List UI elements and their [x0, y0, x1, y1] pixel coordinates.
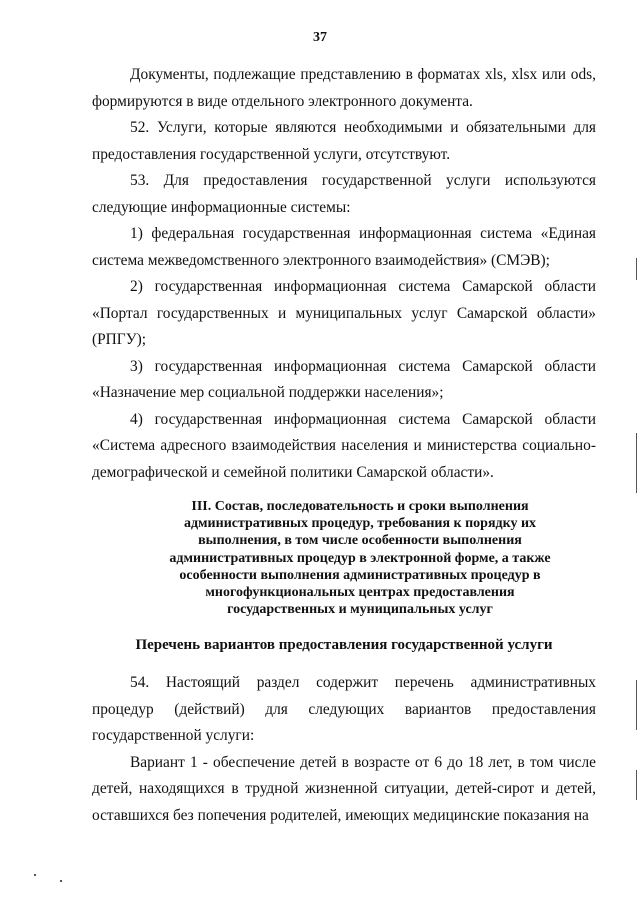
- body-text-bottom: [92, 670, 596, 829]
- scan-mark: [636, 433, 637, 493]
- scan-mark: [34, 874, 36, 876]
- paragraph: 52. Услуги, которые являются необходимыми и обязательными для предоставления государственной услуги, отсутствуют.: [92, 119, 596, 163]
- scan-mark: [60, 880, 62, 882]
- section-heading: III. Состав, последовательность и сроки выполнения административных процедур, требования к порядку их выполнения, в том числе особенности выполнения административных процедур в электронной форме, а также особенности выполнения административных процедур в многофункциональных центрах предоставления государственных и муниципальных услуг: [169, 499, 551, 618]
- paragraph: 53. Для предоставления государственной услуги используются следующие информационные системы:: [92, 172, 596, 216]
- paragraph: 2) государственная информационная система Самарской области «Портал государственных и муниципальных услуг Самарской области» (РПГУ);: [92, 278, 596, 348]
- paragraph: 54. Настоящий раздел содержит перечень административных процедур (действий) для следующих вариантов предоставления государственной услуги:: [92, 674, 596, 744]
- scan-mark: [636, 680, 637, 730]
- paragraph: Документы, подлежащие представлению в форматах xls, xlsx или ods, формируются в виде отдельного электронного документа.: [92, 66, 596, 110]
- paragraph: 4) государственная информационная система Самарской области «Система адресного взаимодействия населения и министерства социально-демографической и семейной политики Самарской области».: [92, 410, 596, 481]
- paragraph: 3) государственная информационная система Самарской области «Назначение мер социальной поддержки населения»;: [92, 357, 596, 401]
- subheading: Перечень вариантов предоставления государственной услуги: [135, 637, 553, 653]
- scan-mark: [636, 258, 637, 280]
- paragraph: Вариант 1 - обеспечение детей в возрасте от 6 до 18 лет, в том числе детей, находящихся в трудной жизненной ситуации, детей-сирот и детей, оставшихся без попечения родителей, имеющих медицинские показания на: [92, 753, 596, 824]
- scan-mark: [636, 770, 637, 800]
- paragraph: 1) федеральная государственная информационная система «Единая система межведомственного электронного взаимодействия» (СМЭВ);: [92, 225, 596, 269]
- body-text-top: [92, 62, 596, 486]
- page-number: 37: [313, 30, 327, 45]
